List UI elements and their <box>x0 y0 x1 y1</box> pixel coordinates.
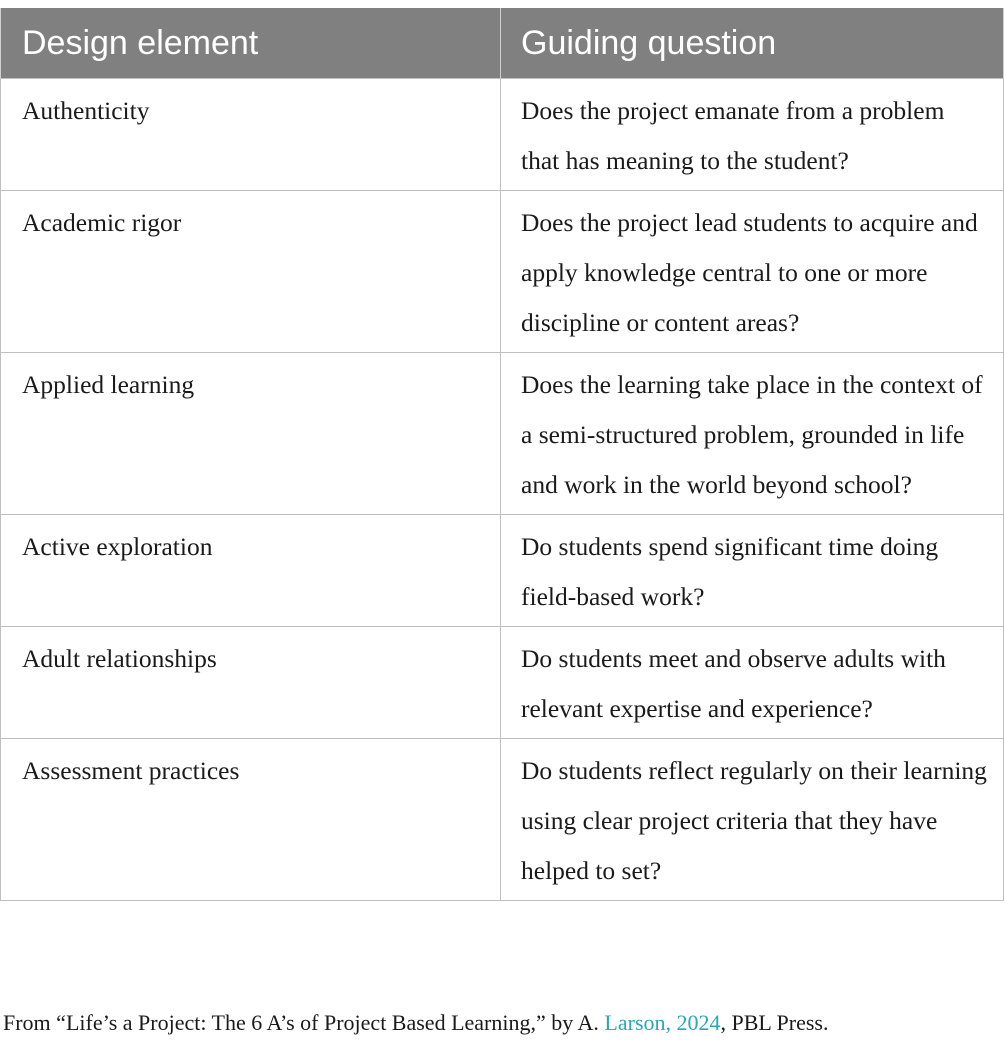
table-row <box>1 191 1004 353</box>
table-row <box>1 627 1004 739</box>
row-question-cell: Does the learning take place in the context of a semi-structured problem, grounded in life and work in the world beyond school? <box>501 353 1004 515</box>
citation-link[interactable]: Larson, 2024 <box>604 1010 721 1035</box>
design-elements-table-container <box>0 8 1003 901</box>
table-caption <box>3 1010 829 1036</box>
table-row <box>1 79 1004 191</box>
table-header-row <box>1 8 1004 79</box>
row-element-cell: Assessment practices <box>1 739 501 901</box>
design-elements-table <box>0 8 1004 901</box>
row-question-cell: Does the project emanate from a problem that has meaning to the student? <box>501 79 1004 191</box>
row-question-cell: Do students reflect regularly on their learning using clear project criteria that they have helped to set? <box>501 739 1004 901</box>
table-row <box>1 739 1004 901</box>
row-element-cell: Active exploration <box>1 515 501 627</box>
header-guiding-question: Guiding question <box>501 8 1004 79</box>
row-question-cell: Do students spend significant time doing field-based work? <box>501 515 1004 627</box>
table-row <box>1 515 1004 627</box>
caption-suffix: , PBL Press. <box>720 1010 829 1035</box>
header-design-element: Design element <box>1 8 501 79</box>
table-row <box>1 353 1004 515</box>
row-question-cell: Do students meet and observe adults with relevant expertise and experience? <box>501 627 1004 739</box>
row-question-cell: Does the project lead students to acquire and apply knowledge central to one or more discipline or content areas? <box>501 191 1004 353</box>
row-element-cell: Academic rigor <box>1 191 501 353</box>
row-element-cell: Authenticity <box>1 79 501 191</box>
row-element-cell: Adult relationships <box>1 627 501 739</box>
caption-prefix: From “Life’s a Project: The 6 A’s of Project Based Learning,” by A. <box>3 1010 605 1035</box>
row-element-cell: Applied learning <box>1 353 501 515</box>
